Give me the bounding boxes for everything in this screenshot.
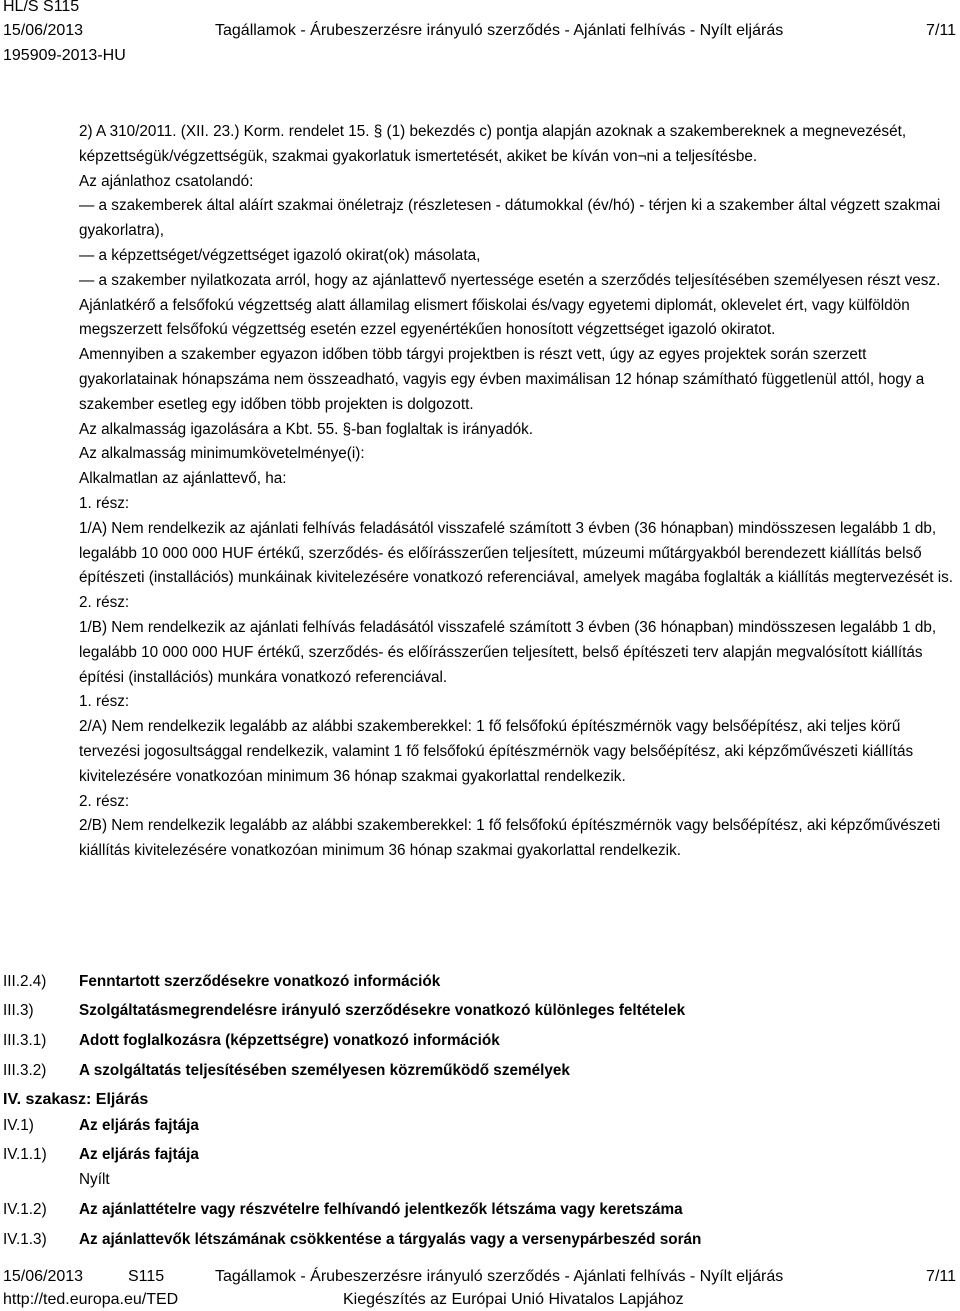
paragraph: Ajánlatkérő a felsőfokú végzettség alatt államilag elismert főiskolai és/vagy egyetemi diplomát, oklevelet ért, vagy külföldön megszerzett felsőfokú végzettség esetén ezzel egyenértékűen honosított végzettséget igazoló okiratot. — [79, 296, 910, 339]
section-number: III.3.2) — [3, 1062, 47, 1079]
header-title: Tagállamok - Árubeszerzésre irányuló szerződés - Ajánlati felhívás - Nyílt eljárás — [215, 22, 784, 39]
paragraph: 1/B) Nem rendelkezik az ajánlati felhívás feladásától visszafelé számított 3 évben (36 hónapban) mindösszesen legalább 1 db, legalább 10 000 000 HUF értékű, szerződés- és előírásszerűen teljesített, belső építészeti terv alapján megvalósított kiállítás építési (installációs) munkára vonatkozó referenciával. — [79, 618, 937, 686]
section-title: Adott foglalkozásra (képzettségre) vonatkozó információk — [79, 1032, 500, 1049]
section-value: Nyílt — [79, 1171, 110, 1188]
section-number: IV.1) — [3, 1117, 34, 1134]
section-number: III.2.4) — [3, 973, 47, 990]
header-reference: 195909-2013-HU — [3, 47, 126, 64]
paragraph: Az alkalmasság minimumkövetelménye(i): — [79, 445, 365, 463]
section-row — [0, 1228, 960, 1252]
part-label: 1. rész: — [79, 494, 130, 512]
header-date: 15/06/2013 — [3, 22, 84, 39]
section-number: III.3) — [3, 1002, 34, 1019]
section-title: Az ajánlattevők létszámának csökkentése a tárgyalás vagy a versenypárbeszéd során — [79, 1231, 702, 1248]
paragraph: Az ajánlathoz csatolandó: — [79, 172, 254, 190]
section-title: Az eljárás fajtája — [79, 1117, 199, 1134]
section-title: Az eljárás fajtája — [79, 1146, 199, 1163]
section-title: Fenntartott szerződésekre vonatkozó információk — [79, 973, 441, 990]
footer-date: 15/06/2013 — [3, 1268, 84, 1285]
section-title: A szolgáltatás teljesítésében személyesen közreműködő személyek — [79, 1062, 570, 1079]
list-item: — a szakemberek által aláírt szakmai önéletrajz (részletesen - dátumokkal (év/hó) - térjen ki a szakember által végzett szakmai gyakorlatra), — [79, 197, 941, 240]
section-title: Az ajánlattételre vagy részvételre felhívandó jelentkezők létszáma vagy keretszáma — [79, 1201, 683, 1218]
part-label: 2. rész: — [79, 792, 130, 810]
paragraph: Alkalmatlan az ajánlattevő, ha: — [79, 470, 287, 488]
section-number: IV.1.2) — [3, 1201, 47, 1218]
section-number: III.3.1) — [3, 1032, 47, 1049]
list-item: — a szakember nyilatkozata arról, hogy az ajánlattevő nyertessége esetén a szerződés teljesítésében személyesen részt vesz. — [79, 271, 941, 289]
part-label: 1. rész: — [79, 693, 130, 711]
paragraph: 2/A) Nem rendelkezik legalább az alábbi szakemberekkel: 1 fő felsőfokú építészmérnök vagy belsőépítész, aki teljes körű tervezési jogosultsággal rendelkezik, valamint 1 fő felsőfokú építészmérnök vagy belsőépítész, aki képzőművészeti kiállítás kivitelezésére vonatkozóan minimum 36 hónap szakmai gyakorlattal rendelkezik. — [79, 718, 914, 785]
section-value-row — [0, 1168, 960, 1192]
section-number: IV.1.3) — [3, 1231, 47, 1248]
part-heading: IV. szakasz: Eljárás — [3, 1091, 149, 1108]
footer-title: Tagállamok - Árubeszerzésre irányuló szerződés - Ajánlati felhívás - Nyílt eljárás — [215, 1268, 784, 1285]
paragraph: 2) A 310/2011. (XII. 23.) Korm. rendelet 15. § (1) bekezdés c) pontja alapján azoknak a szakembereknek a megnevezését, képzettségük/végzettségük, szakmai gyakorlatuk ismertetését, akiket be kíván von¬ni a teljesítésbe. — [79, 123, 907, 165]
paragraph: 2/B) Nem rendelkezik legalább az alábbi szakemberekkel: 1 fő felsőfokú építészmérnök vagy belsőépítész, aki képzőművészeti kiállítás kivitelezésére vonatkozóan minimum 36 hónap szakmai gyakorlattal rendelkezik. — [79, 817, 941, 860]
section-row — [0, 1114, 960, 1138]
section-title: Szolgáltatásmegrendelésre irányuló szerződésekre vonatkozó különleges feltételek — [79, 1002, 686, 1019]
footer-url-link[interactable]: http://ted.europa.eu/TED — [3, 1291, 179, 1308]
footer-series: S115 — [128, 1268, 165, 1285]
part-label: 2. rész: — [79, 594, 130, 612]
footer-page-number: 7/11 — [926, 1268, 956, 1285]
paragraph: 1/A) Nem rendelkezik az ajánlati felhívás feladásától visszafelé számított 3 évben (36 hónapban) mindösszesen legalább 1 db, legalább 10 000 000 HUF értékű, szerződés- és előírásszerűen teljesített, múzeumi műtárgyakból berendezett kiállítás belső építészeti (installációs) munkáinak kivitelezésére vonatkozó referenciával, amelyek magába foglalták a kiállítás megtervezését is. — [79, 519, 954, 587]
doc-code: HL/S S115 — [3, 0, 80, 15]
section-row — [0, 1059, 960, 1083]
section-number: IV.1.1) — [3, 1146, 47, 1163]
section-row — [0, 1198, 960, 1222]
document-body — [79, 120, 955, 864]
section-row — [0, 999, 960, 1023]
list-item: — a képzettséget/végzettséget igazoló okirat(ok) másolata, — [79, 246, 481, 264]
paragraph: Az alkalmasság igazolására a Kbt. 55. §-ban foglaltak is irányadók. — [79, 420, 534, 438]
footer-publisher: Kiegészítés az Európai Unió Hivatalos Lapjához — [343, 1291, 684, 1308]
section-row — [0, 970, 960, 994]
paragraph: Amennyiben a szakember egyazon időben több tárgyi projektben is részt vett, úgy az egyes projektek során szerzett gyakorlatainak hónapszáma nem összeadható, vagyis egy évben maximálisan 12 hónap számítható függetlenül attól, hogy a szakember esetleg egy időben több projekten is dolgozott. — [79, 346, 925, 413]
section-row — [0, 1029, 960, 1053]
part-heading-row — [0, 1088, 960, 1112]
header-page-number: 7/11 — [926, 22, 956, 39]
section-row — [0, 1143, 960, 1167]
